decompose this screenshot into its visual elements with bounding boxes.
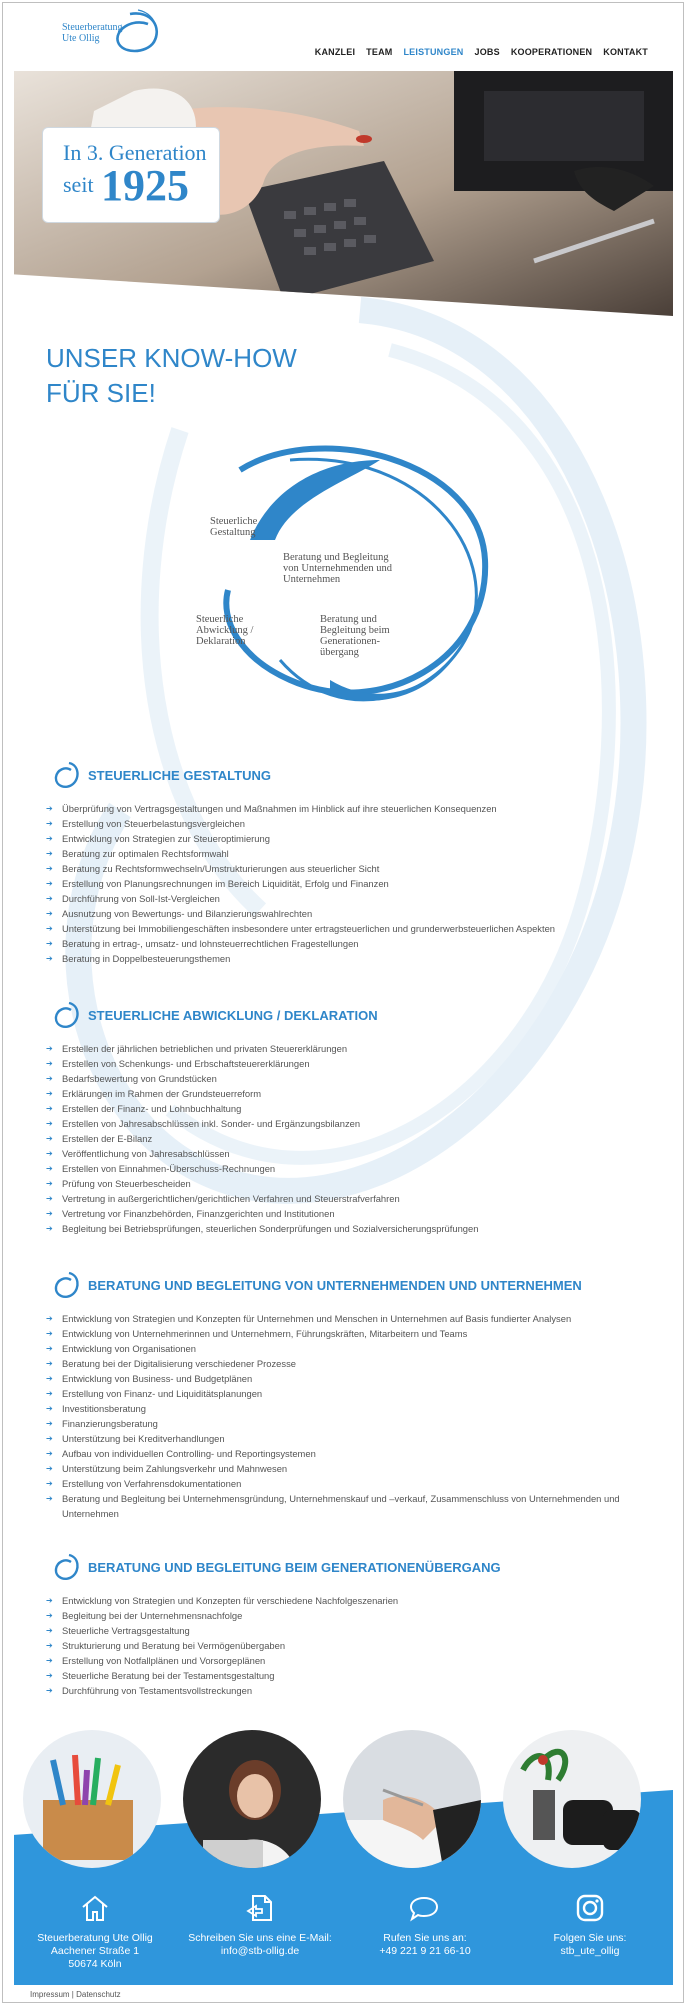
badge-seit: seit [63, 172, 94, 197]
list-item: ➔ Erstellung von Finanz- und Liquiditätsplanungen [46, 1386, 646, 1401]
list-item: ➔ Erstellen von Einnahmen-Überschuss-Rechnungen [46, 1161, 646, 1176]
list-item: ➔ Erstellen der Finanz- und Lohnbuchhaltung [46, 1101, 646, 1116]
photo-woman-laptop [183, 1730, 321, 1868]
list-item: ➔ Erstellen von Schenkungs- und Erbschaftsteuererklärungen [46, 1056, 646, 1071]
nav-item-leistungen[interactable]: LEISTUNGEN [403, 47, 464, 57]
list-item: ➔ Beratung und Begleitung bei Unternehmensgründung, Unternehmenskauf und –verkauf, Zusammenschluss von Unternehmenden und Unternehmen [46, 1491, 646, 1521]
photo-handshake-pen [343, 1730, 481, 1868]
nav-item-team[interactable]: TEAM [366, 47, 393, 57]
list-item: ➔ Entwicklung von Organisationen [46, 1341, 646, 1356]
logo-text[interactable] [62, 22, 123, 44]
badge-generation: In 3. Generation [63, 140, 207, 165]
list-item: ➔ Steuerliche Beratung bei der Testamentsgestaltung [46, 1668, 646, 1683]
section-swirl-icon [51, 760, 81, 790]
list-item: ➔ Steuerliche Vertragsgestaltung [46, 1623, 646, 1638]
list-item: ➔ Erstellung von Steuerbelastungsvergleichen [46, 816, 646, 831]
headline-line-1: UNSER KNOW-HOW [46, 343, 297, 373]
home-icon [80, 1893, 110, 1923]
list-item: ➔ Unterstützung beim Zahlungsverkehr und Mahnwesen [46, 1461, 646, 1476]
list-item: ➔ Veröffentlichung von Jahresabschlüssen [46, 1146, 646, 1161]
footer-phone-label: Rufen Sie uns an: [383, 1932, 467, 1944]
footer-email-label: Schreiben Sie uns eine E-Mail: [188, 1932, 332, 1944]
diagram-label-generation: Beratung und Begleitung beim Generationen- übergang [320, 614, 390, 658]
section-swirl-icon [51, 1270, 81, 1300]
list-item: ➔ Erstellen der jährlichen betrieblichen und privaten Steuererklärungen [46, 1041, 646, 1056]
section-title-gestaltung: STEUERLICHE GESTALTUNG [88, 768, 271, 783]
logo-line-1: Steuerberatung [62, 22, 123, 33]
section-title-unternehmen: BERATUNG UND BEGLEITUNG VON UNTERNEHMENDEN UND UNTERNEHMEN [88, 1278, 582, 1293]
list-item: ➔ Unterstützung bei Kreditverhandlungen [46, 1431, 646, 1446]
footer-address [15, 1932, 175, 1971]
page-headline [46, 341, 297, 411]
list-item: ➔ Ausnutzung von Bewertungs- und Bilanzierungswahlrechten [46, 906, 646, 921]
diagram-label-beratung-unternehmen: Beratung und Begleitung von Unternehmenden und Unternehmen [283, 552, 393, 585]
legal-links [30, 1990, 121, 1999]
list-gestaltung [46, 801, 646, 966]
headline-line-2: FÜR SIE! [46, 378, 156, 408]
list-item: ➔ Beratung zur optimalen Rechtsformwahl [46, 846, 646, 861]
list-item: ➔ Vertretung vor Finanzbehörden, Finanzgerichten und Institutionen [46, 1206, 646, 1221]
list-item: ➔ Entwicklung von Strategien und Konzepten für Unternehmen und Menschen in Unternehmen auf Basis fundierter Analysen [46, 1311, 646, 1326]
section-swirl-icon [51, 1552, 81, 1582]
datenschutz-link[interactable]: Datenschutz [76, 1990, 121, 1999]
services-diagram [180, 430, 510, 730]
diagram-label-gestaltung: Steuerliche Gestaltung [210, 516, 258, 538]
list-item: ➔ Erstellung von Verfahrensdokumentationen [46, 1476, 646, 1491]
nav-item-kanzlei[interactable]: KANZLEI [314, 47, 356, 57]
mail-icon [245, 1893, 275, 1923]
list-item: ➔ Beratung in Doppelbesteuerungsthemen [46, 951, 646, 966]
impressum-link[interactable]: Impressum [30, 1990, 70, 1999]
footer-address-street: Aachener Straße 1 [50, 1945, 140, 1957]
list-item: ➔ Erstellung von Planungsrechnungen im Bereich Liquidität, Erfolg und Finanzen [46, 876, 646, 891]
footer-phone [345, 1932, 505, 1958]
list-item: ➔ Durchführung von Testamentsvollstreckungen [46, 1683, 646, 1698]
list-item: ➔ Prüfung von Steuerbescheiden [46, 1176, 646, 1191]
list-item: ➔ Strukturierung und Beratung bei Vermögenübergaben [46, 1638, 646, 1653]
list-item: ➔ Erstellen von Jahresabschlüssen inkl. Sonder- und Ergänzungsbilanzen [46, 1116, 646, 1131]
list-item: ➔ Erstellung von Notfallplänen und Vorsorgeplänen [46, 1653, 646, 1668]
badge-year: 1925 [101, 161, 189, 210]
founding-badge [42, 127, 220, 223]
chat-icon [409, 1893, 439, 1923]
list-item: ➔ Entwicklung von Strategien und Konzepten für verschiedene Nachfolgeszenarien [46, 1593, 646, 1608]
list-item: ➔ Entwicklung von Unternehmerinnen und Unternehmern, Führungskräften, Mitarbeitern und Teams [46, 1326, 646, 1341]
footer-email [180, 1932, 340, 1958]
section-swirl-icon [51, 1000, 81, 1030]
section-title-generation: BERATUNG UND BEGLEITUNG BEIM GENERATIONENÜBERGANG [88, 1560, 501, 1575]
list-item: ➔ Erklärungen im Rahmen der Grundsteuerreform [46, 1086, 646, 1101]
footer-address-name: Steuerberatung Ute Ollig [37, 1932, 153, 1944]
nav-item-kontakt[interactable]: KONTAKT [603, 47, 648, 57]
list-item: ➔ Beratung bei der Digitalisierung verschiedener Prozesse [46, 1356, 646, 1371]
photo-lounge-chairs [503, 1730, 641, 1868]
list-item: ➔ Investitionsberatung [46, 1401, 646, 1416]
logo-line-2: Ute Ollig [62, 33, 100, 44]
list-abwicklung [46, 1041, 646, 1236]
list-generation [46, 1593, 646, 1698]
list-item: ➔ Aufbau von individuellen Controlling- und Reportingsystemen [46, 1446, 646, 1461]
footer-address-city: 50674 Köln [68, 1958, 122, 1970]
list-item: ➔ Begleitung bei Betriebsprüfungen, steuerlichen Sonderprüfungen und Sozialversicherungsprüfungen [46, 1221, 646, 1236]
footer-email-link[interactable]: info@stb-ollig.de [220, 1945, 300, 1957]
list-unternehmen [46, 1311, 646, 1521]
instagram-icon[interactable] [575, 1893, 605, 1923]
list-item: ➔ Finanzierungsberatung [46, 1416, 646, 1431]
list-item: ➔ Begleitung bei der Unternehmensnachfolge [46, 1608, 646, 1623]
footer-social-label: Folgen Sie uns: [553, 1932, 627, 1944]
diagram-label-abwicklung: Steuerliche Abwicklung / Deklaration [196, 614, 254, 647]
footer-social [510, 1932, 670, 1958]
list-item: ➔ Vertretung in außergerichtlichen/gerichtlichen Verfahren und Steuerstrafverfahren [46, 1191, 646, 1206]
section-title-abwicklung: STEUERLICHE ABWICKLUNG / DEKLARATION [88, 1008, 378, 1023]
main-nav [315, 47, 648, 57]
list-item: ➔ Durchführung von Soll-Ist-Vergleichen [46, 891, 646, 906]
footer-social-link[interactable]: stb_ute_ollig [560, 1945, 620, 1957]
list-item: ➔ Beratung zu Rechtsformwechseln/Umstrukturierungen aus steuerlicher Sicht [46, 861, 646, 876]
list-item: ➔ Unterstützung bei Immobiliengeschäften insbesondere unter ertragsteuerlichen und grunderwerbsteuerlichen Aspekten [46, 921, 646, 936]
list-item: ➔ Überprüfung von Vertragsgestaltungen und Maßnahmen im Hinblick auf ihre steuerlichen Konsequenzen [46, 801, 646, 816]
nav-item-jobs[interactable]: JOBS [474, 47, 500, 57]
list-item: ➔ Entwicklung von Business- und Budgetplänen [46, 1371, 646, 1386]
list-item: ➔ Entwicklung von Strategien zur Steueroptimierung [46, 831, 646, 846]
list-item: ➔ Erstellen der E-Bilanz [46, 1131, 646, 1146]
photo-pens [23, 1730, 161, 1868]
nav-item-kooperationen[interactable]: KOOPERATIONEN [510, 47, 593, 57]
list-item: ➔ Beratung in ertrag-, umsatz- und lohnsteuerrechtlichen Fragestellungen [46, 936, 646, 951]
legal-separator: | [71, 1990, 74, 1999]
list-item: ➔ Bedarfsbewertung von Grundstücken [46, 1071, 646, 1086]
footer-phone-link[interactable]: +49 221 9 21 66-10 [379, 1945, 471, 1957]
